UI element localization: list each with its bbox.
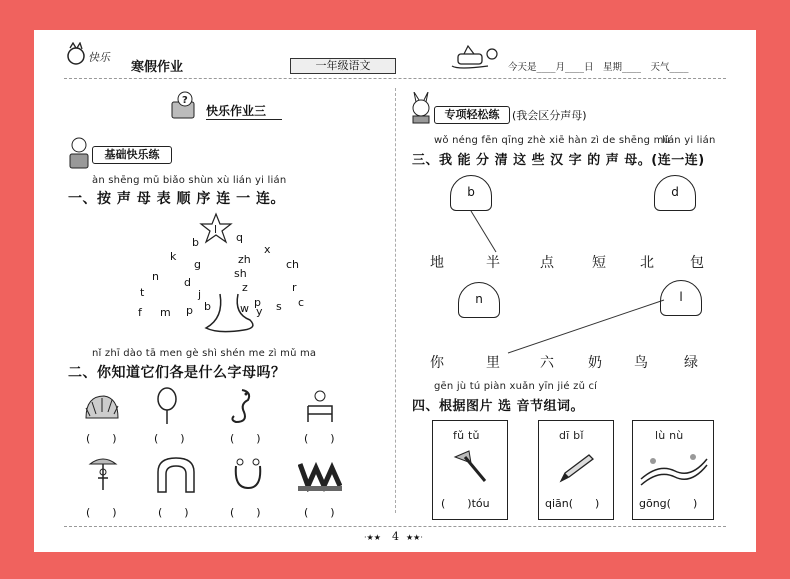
card-pinyin: lù nù bbox=[655, 429, 684, 442]
road-icon bbox=[639, 449, 709, 487]
tree-letter: sh bbox=[234, 267, 247, 280]
char-row1: 点 bbox=[540, 255, 554, 271]
axe-icon bbox=[451, 449, 491, 485]
reading-kid-icon bbox=[66, 136, 92, 170]
char-row1: 包 bbox=[690, 255, 704, 271]
tree-letter: d bbox=[184, 276, 191, 289]
tree-letter: b bbox=[204, 300, 211, 313]
basic-practice-badge: 基础快乐练 bbox=[92, 146, 172, 164]
tree-letter: c bbox=[298, 296, 305, 309]
chair-person-icon bbox=[302, 386, 340, 426]
letter-tree bbox=[134, 210, 334, 350]
umbrella-person-icon bbox=[86, 454, 120, 494]
card-answer[interactable]: qiān( ) bbox=[545, 497, 600, 510]
answer-blank[interactable]: ( ) bbox=[154, 432, 185, 445]
q2-pinyin: nǐ zhī dào tā men gè shì shén me zì mǔ ma bbox=[92, 348, 317, 359]
acrobat-icon bbox=[228, 454, 268, 494]
pencil-icon bbox=[555, 451, 599, 485]
balloon-icon bbox=[154, 386, 184, 426]
q1-pinyin: àn shēng mǔ biǎo shùn xù lián yi lián bbox=[92, 175, 287, 186]
q3-pinyin: wǒ néng fēn qīng zhè xiē hàn zì de shēng mǔ bbox=[434, 135, 671, 146]
char-row2: 里 bbox=[486, 355, 500, 371]
char-row2: 你 bbox=[430, 355, 444, 371]
char-row2: 奶 bbox=[588, 355, 602, 371]
card-road bbox=[632, 420, 714, 520]
char-row1: 北 bbox=[640, 255, 654, 271]
q2-text: 二、你知道它们各是什么字母吗？ bbox=[68, 365, 286, 381]
char-row1: 半 bbox=[486, 255, 500, 271]
section-title: 快乐作业三 bbox=[206, 104, 267, 118]
date-weather-line: 今天是____月____日 星期____ 天气____ bbox=[508, 62, 689, 73]
header-divider bbox=[64, 78, 726, 79]
tree-letter: g bbox=[194, 258, 201, 271]
tree-letter: r bbox=[292, 281, 297, 294]
card-answer[interactable]: gōng( ) bbox=[639, 497, 698, 510]
worksheet-page bbox=[34, 30, 756, 552]
hedgehog-icon bbox=[80, 388, 124, 426]
tree-letter: j bbox=[198, 288, 202, 301]
helmet-n: n bbox=[458, 282, 500, 318]
q3-pinyin-b: lián yi lián bbox=[662, 135, 716, 146]
tree-letter: q bbox=[236, 231, 243, 244]
answer-blank[interactable]: ( ) bbox=[304, 506, 335, 519]
seahorse-icon bbox=[222, 386, 258, 426]
tree-letter: f bbox=[138, 306, 142, 319]
tree-letter: m bbox=[160, 306, 171, 319]
section-title-underline bbox=[206, 119, 282, 120]
sleigh-icon bbox=[448, 40, 504, 72]
tree-letter: z bbox=[242, 281, 248, 294]
mascot-logo-icon bbox=[64, 42, 128, 68]
zigzag-icon bbox=[298, 458, 342, 492]
center-divider bbox=[395, 88, 396, 513]
answer-blank[interactable]: ( ) bbox=[230, 432, 261, 445]
q3-text: 三、我 能 分 清 这 些 汉 字 的 声 母。(连一连) bbox=[412, 153, 705, 168]
star-letter: l bbox=[214, 223, 218, 236]
tree-letter: y bbox=[256, 305, 263, 318]
tree-letter: p bbox=[186, 304, 193, 317]
tree-letter: zh bbox=[238, 253, 251, 266]
svg-text:?: ? bbox=[182, 95, 188, 106]
answer-blank[interactable]: ( ) bbox=[86, 506, 117, 519]
q4-text: 四、根据图片 选 音节组词。 bbox=[412, 399, 585, 414]
q4-pinyin: gēn jù tú piàn xuǎn yīn jié zǔ cí bbox=[434, 381, 598, 392]
tree-letter: t bbox=[140, 286, 145, 299]
answer-blank[interactable]: ( ) bbox=[158, 506, 189, 519]
helmet-d: d bbox=[654, 175, 696, 211]
tree-letter: ch bbox=[286, 258, 300, 271]
helmet-l: l bbox=[660, 280, 702, 316]
tree-letter: x bbox=[264, 243, 271, 256]
tree-letter: s bbox=[276, 300, 282, 313]
answer-blank[interactable]: ( ) bbox=[86, 432, 117, 445]
tree-letter: w bbox=[240, 302, 249, 315]
card-answer[interactable]: ( )tóu bbox=[441, 497, 490, 510]
char-row1: 短 bbox=[592, 255, 606, 271]
char-row2: 鸟 bbox=[634, 355, 648, 371]
tree-letter: b bbox=[192, 236, 199, 249]
special-practice-badge: 专项轻松练 bbox=[434, 106, 510, 124]
footer-divider bbox=[64, 526, 726, 527]
helmet-b: b bbox=[450, 175, 492, 211]
char-row1: 地 bbox=[430, 255, 444, 271]
char-row2: 六 bbox=[540, 355, 554, 371]
footer-decor-left: ·★★ bbox=[364, 533, 381, 542]
rabbit-mascot-icon bbox=[408, 92, 434, 124]
tree-letter: k bbox=[170, 250, 177, 263]
answer-blank[interactable]: ( ) bbox=[304, 432, 335, 445]
section-subtitle: (我会区分声母) bbox=[512, 109, 587, 122]
header-title: 寒假作业 bbox=[131, 60, 184, 75]
card-pencil bbox=[538, 420, 614, 520]
card-axe bbox=[432, 420, 508, 520]
tree-letter: p bbox=[254, 296, 261, 309]
grade-label: 一年级语文 bbox=[290, 58, 396, 74]
arch-icon bbox=[154, 454, 198, 494]
answer-blank[interactable]: ( ) bbox=[230, 506, 261, 519]
footer-decor-right: ★★· bbox=[406, 533, 423, 542]
card-pinyin: dī bǐ bbox=[559, 429, 584, 442]
svg-text:快乐: 快乐 bbox=[88, 51, 110, 64]
char-row2: 绿 bbox=[684, 355, 698, 371]
bulb-icon bbox=[170, 90, 200, 120]
page-number: 4 bbox=[392, 530, 399, 543]
tree-letter: n bbox=[152, 270, 159, 283]
card-pinyin: fǔ tǔ bbox=[453, 429, 480, 442]
q1-text: 一、按 声 母 表 顺 序 连 一 连。 bbox=[68, 191, 285, 207]
